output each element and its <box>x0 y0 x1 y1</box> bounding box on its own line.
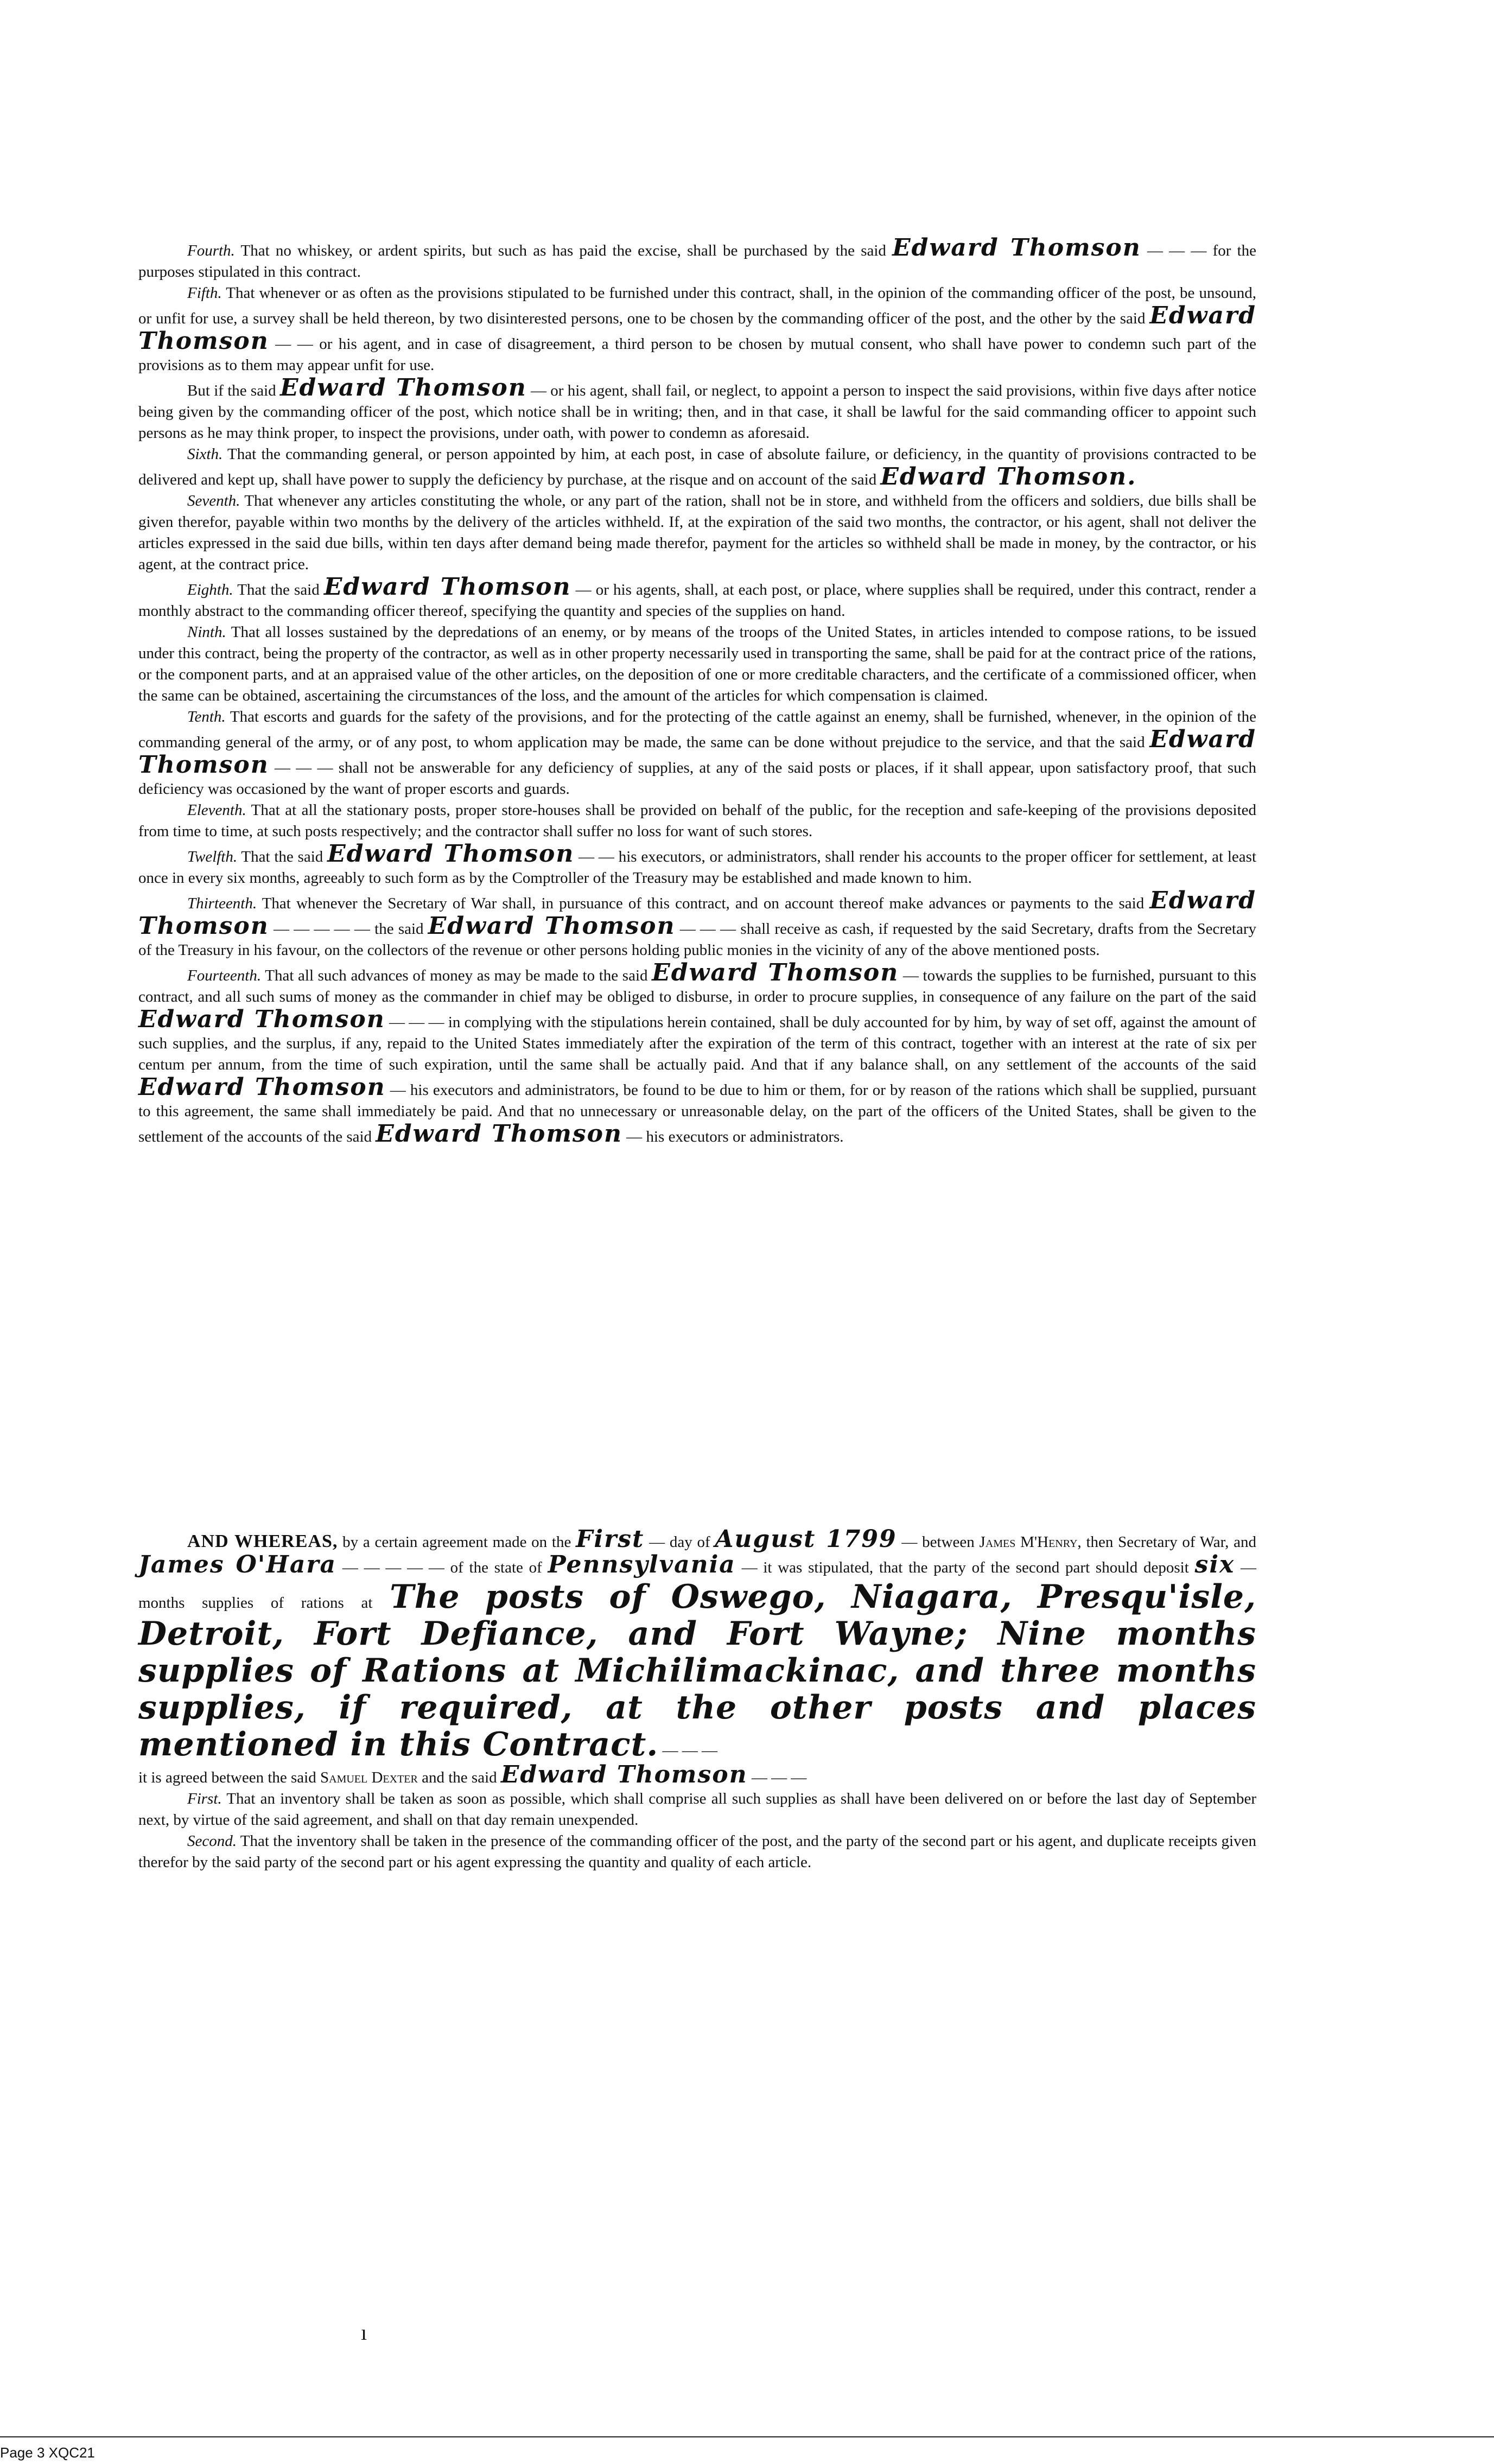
whereas-text: day of <box>669 1533 710 1551</box>
article-eighth: Eighth. That the said Edward Thomson — or his agents, shall, at each post, or place, where supplies shall be required, under this contract, render a monthly abstract to the commanding officer thereof, specifying the quantity and species of the supplies on hand. <box>138 573 1257 620</box>
article-fourteenth: Fourteenth. That all such advances of money as may be made to the said Edward Thomson — towards the supplies to be furnished, pursuant to this contract, and all such sums of money as the commander in chief may be obliged to disburse, in order to procure supplies, in consequence of any failure on the part of the said Edward Thomson — — — in complying with the stipulations herein contained, shall be duly accounted for by him, by way of set off, against the amount of such supplies, and the surplus, if any, repaid to the United States immediately after the expiration of the term of this contract, together with an interest at the rate of six per centum per annum, from the time of such expiration, until the same shall be actually paid. And that if any balance shall, on any settlement of the accounts of the said Edward Thomson — his executors and administrators, be found to be due to him or them, for or by reason of the rations which shall be supplied, pursuant to this agreement, the same shall immediately be paid. And that no unnecessary or unreasonable delay, on the part of the officers of the United States, shall be given to the settlement of the accounts of the said Edward Thomson — his executors or administrators. <box>138 959 1257 1148</box>
article-text: shall receive as cash, if requested by the said Secretary, drafts from the Secretary of the Treasury in his favour, on the collectors of the revenue or other persons holding public monies in the vicinity of any of the above mentioned posts. <box>138 920 1256 959</box>
whereas-text: it was stipulated, that the party of the second part should deposit <box>763 1559 1189 1576</box>
article-label: Thirteenth. <box>187 895 257 912</box>
clause-label: First. <box>187 1790 222 1807</box>
ink-mark: ı <box>361 2320 367 2345</box>
article-text: or his agents, shall, at each post, or place, where supplies shall be required, under this contract, render a monthly abstract to the commanding officer thereof, specifying the quantity and species of the supplies on hand. <box>138 581 1257 620</box>
whereas-text: by a certain agreement made on the <box>342 1533 571 1551</box>
clause-text: That an inventory shall be taken as soon as possible, which shall comprise all such supplies as shall have been delivered on or before the last day of September next, by virtue of the said agreement, and shall on that day remain unexpended. <box>138 1790 1256 1829</box>
article-eleventh <box>138 800 1256 842</box>
article-text: That at all the stationary posts, proper store-houses shall be provided on behalf of the public, for the reception and safe-keeping of the provisions deposited from time to time, at such posts respectively; and the contractor shall suffer no loss for want of such stores. <box>138 801 1256 840</box>
whereas-text: of the state of <box>450 1559 542 1576</box>
article-label: Twelfth. <box>187 848 238 865</box>
handwritten-state: Pennsylvania <box>548 1551 736 1578</box>
handwritten-name: Edward Thomson <box>892 234 1141 262</box>
whereas-paragraph: AND WHEREAS, by a certain agreement made on the First — day of August 1799 — between James M'Henry, then Secretary of War, and James O'Hara — — — — — of the state of Pennsylvania — it was stipulated, that the party of the second part should deposit six — months supplies of rations at The posts of Oswego, Niagara, Presqu'isle, Detroit, Fort Defiance, and Fort Wayne; Nine months supplies of Rations at Michilimackinac, and three months supplies, if required, at the other posts and places mentioned in this Contract. — — — <box>138 1525 1257 1763</box>
article-text: his executors and administrators, be found to be due to him or them, for or by reason of the rations which shall be supplied, pursuant to this agreement, the same shall immediately be paid. And that no unnecessary or unreasonable delay, on the part of the officers of the United States, shall be given to the settlement of the accounts of the said <box>138 1081 1257 1145</box>
article-text: his executors or administrators. <box>646 1128 844 1145</box>
handwritten-name: Edward Thomson <box>138 1073 386 1101</box>
page-footer: Page 3 XQC21 <box>0 2444 95 2461</box>
whereas-text: between <box>922 1533 975 1551</box>
clause-label: Second. <box>187 1832 237 1850</box>
clause-second <box>138 1831 1256 1873</box>
whereas-text: months supplies of rations at <box>138 1594 373 1612</box>
handwritten-name: Edward Thomson <box>279 374 527 402</box>
dexter-name: Samuel Dexter <box>320 1769 418 1786</box>
article-fourth: Fourth. That no whiskey, or ardent spirits, but such as has paid the excise, shall be purchased by the said Edward Thomson — — — for the purposes stipulated in this contract. <box>138 234 1257 281</box>
article-fifth-continued: But if the said Edward Thomson — or his agent, shall fail, or neglect, to appoint a person to inspect the said provisions, within five days after notice being given by the commanding officer of the post, which notice shall be in writing; then, and in that case, it shall be lawful for the said commanding officer to appoint such persons as he may think proper, to inspect the provisions, under oath, with power to condemn as aforesaid. <box>138 374 1256 442</box>
handwritten-name: James O'Hara <box>138 1551 337 1578</box>
article-text: That escorts and guards for the safety of the provisions, and for the protecting of the cattle against an enemy, shall be furnished, whenever, in the opinion of the commanding general of the army, or of any post, to whom application may be made, the same can be done without prejudice to the service, and that the said <box>138 708 1256 751</box>
article-text: That whenever or as often as the provisions stipulated to be furnished under this contract, shall, in the opinion of the commanding officer of the post, be unsound, or unfit for use, a survey shall be held thereon, by two disinterested persons, one to be chosen by the commanding officer of the post, and the other by the said <box>138 284 1256 327</box>
article-text: That whenever the Secretary of War shall, in pursuance of this contract, and on account thereof make advances or payments to the said <box>262 895 1145 912</box>
article-text: That all losses sustained by the depredations of an enemy, or by means of the troops of the United States, in articles intended to compose rations, to be issued under this contract, being the property of the contractor, as well as in other property necessarily used in transporting the same, shall be paid for at the contract price of the rations, or the component parts, and at an appraised value of the other articles, on the deposition of one or more creditable characters, and the certificate of a commissioned officer, when the same can be obtained, ascertaining the circumstances of the loss, and the amount of the articles for which compensation is claimed. <box>138 623 1256 704</box>
article-label: Sixth. <box>187 445 223 463</box>
handwritten-name: Edward Thomson <box>500 1761 748 1788</box>
article-label: Fourth. <box>187 242 235 259</box>
article-text: That the commanding general, or person appointed by him, at each post, in case of absolute failure, or deficiency, in the quantity of provisions contracted to be delivered and kept up, shall have power to supply the deficiency by purchase, at the risque and on account of the said <box>138 445 1256 488</box>
whereas-text: then Secretary of War, and <box>1086 1533 1257 1551</box>
handwritten-date: August 1799 <box>715 1525 897 1553</box>
article-text: or his agent, and in case of disagreement, a third person to be chosen by mutual consent, who shall have power to condemn such part of the provisions as to them may appear unfit for use. <box>138 335 1257 374</box>
contract-articles <box>138 236 1256 1148</box>
clause-text: That the inventory shall be taken in the presence of the commanding officer of the post, and the party of the second part or his agent, and duplicate receipts given therefor by the said party of the second part or his agent expressing the quantity and quality of each article. <box>138 1832 1256 1871</box>
article-fifth: Fifth. That whenever or as often as the provisions stipulated to be furnished under this contract, shall, in the opinion of the commanding officer of the post, be unsound, or unfit for use, a survey shall be held thereon, by two disinterested persons, one to be chosen by the commanding officer of the post, and the other by the said Edward Thomson — — or his agent, and in case of disagreement, a third person to be chosen by mutual consent, who shall have power to condemn such part of the provisions as to them may appear unfit for use. <box>138 284 1257 374</box>
agreed-text: and the said <box>422 1769 497 1786</box>
clause-first <box>138 1788 1256 1831</box>
article-text: in complying with the stipulations herein contained, shall be duly accounted for by him, by way of set off, against the amount of such supplies, and the surplus, if any, repaid to the United States immediately after the expiration of the term of this contract, together with an interest at the rate of six per centum per annum, from the time of such expiration, until the same shall be actually paid. And that if any balance shall, on any settlement of the accounts of the said <box>138 1014 1257 1073</box>
agreed-text: it is agreed between the said <box>138 1769 316 1786</box>
article-ninth <box>138 622 1256 706</box>
article-label: Eleventh. <box>187 801 246 819</box>
article-label: Seventh. <box>187 492 240 510</box>
article-twelfth: Twelfth. That the said Edward Thomson — — his executors, or administrators, shall render his accounts to the proper officer for settlement, at least once in every six months, agreeably to such form as by the Comptroller of the Treasury may be established and made known to him. <box>138 840 1257 887</box>
article-text: shall not be answerable for any deficiency of supplies, at any of the said posts or places, if it shall appear, upon satisfactory proof, that such deficiency was occasioned by the want of proper escorts and guards. <box>138 759 1256 798</box>
article-text: towards the supplies to be furnished, pursuant to this contract, and all such sums of money as the commander in chief may be obliged to disburse, in order to procure supplies, in consequence of any failure on the part of the said <box>138 967 1257 1005</box>
article-text: That the said <box>237 581 320 599</box>
handwritten-name: Edward Thomson <box>323 573 571 601</box>
article-label: Fourteenth. <box>187 967 262 984</box>
footer-rule <box>0 2436 1494 2437</box>
article-label: Tenth. <box>187 708 226 725</box>
article-text: That the said <box>241 848 323 865</box>
handwritten-name: Edward Thomson <box>376 1120 622 1148</box>
article-text: But if the said <box>187 382 276 399</box>
handwritten-name: Edward Thomson <box>138 887 1257 940</box>
article-text: the said <box>374 920 424 938</box>
article-thirteenth: Thirteenth. That whenever the Secretary of War shall, in pursuance of this contract, and on account thereof make advances or payments to the said Edward Thomson — — — — — the said Edward Thomson — — — shall receive as cash, if requested by the said Secretary, drafts from the Secretary of the Treasury in his favour, on the collectors of the revenue or other persons holding public monies in the vicinity of any of the above mentioned posts. <box>138 887 1257 959</box>
article-text: for the purposes stipulated in this contract. <box>138 242 1257 281</box>
handwritten-name: Edward Thomson. <box>880 463 1137 491</box>
handwritten-name: Edward Thomson <box>652 959 899 986</box>
secretary-name: James M'Henry, <box>979 1533 1082 1551</box>
article-text: That all such advances of money as may be made to the said <box>265 967 648 984</box>
handwritten-name: Edward Thomson <box>327 840 575 868</box>
whereas-lead: AND WHEREAS, <box>187 1531 338 1551</box>
article-text: That no whiskey, or ardent spirits, but such as has paid the excise, shall be purchased by the said <box>240 242 886 259</box>
article-label: Ninth. <box>187 623 226 641</box>
article-text: or his agent, shall fail, or neglect, to appoint a person to inspect the said provisions, within five days after notice being given by the commanding officer of the post, which notice shall be in writing; then, and in that case, it shall be lawful for the said commanding officer to appoint such persons as he may think proper, to inspect the provisions, under oath, with power to condemn as aforesaid. <box>138 382 1256 442</box>
handwritten-name: Edward Thomson <box>428 912 676 940</box>
handwritten-name: Edward Thomson <box>138 302 1257 355</box>
article-tenth: Tenth. That escorts and guards for the safety of the provisions, and for the protecting of the cattle against an enemy, shall be furnished, whenever, in the opinion of the commanding general of the army, or of any post, to whom application may be made, the same can be done without prejudice to the service, and that the said Edward Thomson — — — shall not be answerable for any deficiency of supplies, at any of the said posts or places, if it shall appear, upon satisfactory proof, that such deficiency was occasioned by the want of proper escorts and guards. <box>138 708 1257 798</box>
article-text: That whenever any articles constituting the whole, or any part of the ration, shall not be in store, and withheld from the officers and soldiers, due bills shall be given therefor, payable within two months by the delivery of the articles withheld. If, at the expiration of the said two months, the contractor, or his agent, shall not deliver the articles expressed in the said due bills, within ten days after demand being made therefor, payment for the articles so withheld shall be made in money, by the contractor, or his agent, at the contract price. <box>138 492 1256 573</box>
whereas-section <box>138 1527 1256 1873</box>
article-text: his executors, or administrators, shall render his accounts to the proper officer for settlement, at least once in every six months, agreeably to such form as by the Comptroller of the Treasury may be established and made known to him. <box>138 848 1257 887</box>
article-seventh <box>138 491 1256 575</box>
article-label: Eighth. <box>187 581 233 599</box>
article-sixth <box>138 444 1256 491</box>
handwritten-day: First <box>576 1525 645 1553</box>
article-label: Fifth. <box>187 284 222 302</box>
agreed-paragraph: it is agreed between the said Samuel Dexter and the said Edward Thomson — — — <box>138 1761 807 1788</box>
handwritten-name: Edward Thomson <box>138 1005 385 1033</box>
handwritten-posts: The posts of Oswego, Niagara, Presqu'isle, Detroit, Fort Defiance, and Fort Wayne; Nine months supplies of Rations at Michilimackinac, and three months supplies, if required, at the other posts and places mentioned in this Contract. <box>138 1578 1256 1763</box>
handwritten-deposit: six <box>1194 1551 1235 1578</box>
handwritten-name: Edward Thomson <box>138 725 1257 779</box>
